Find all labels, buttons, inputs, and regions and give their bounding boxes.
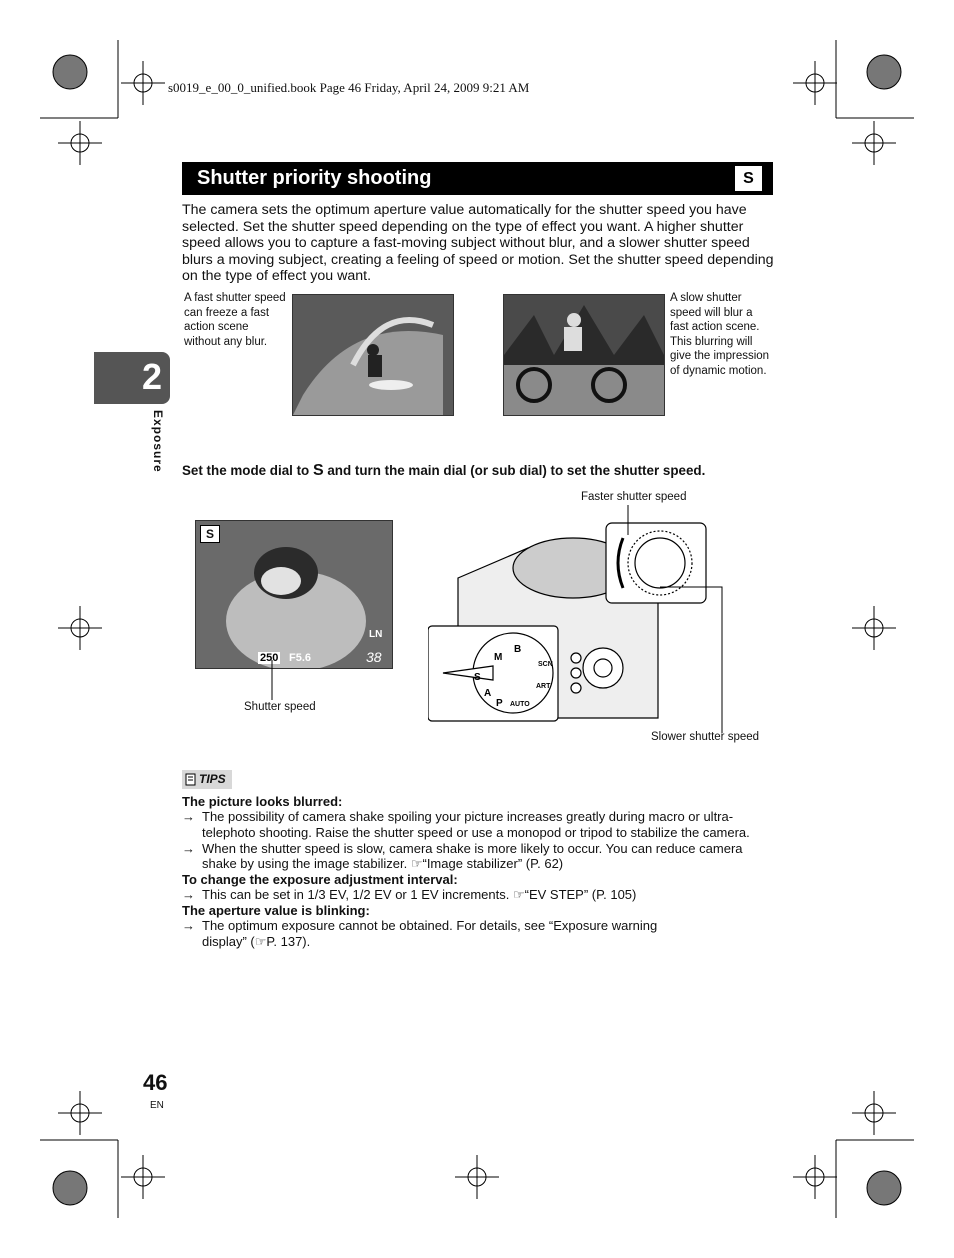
dial-pointers <box>620 505 730 735</box>
instruction: Set the mode dial to S and turn the main dial (or sub dial) to set the shutter speed. <box>182 462 706 479</box>
mode-badge: S <box>735 166 762 191</box>
tips-badge: TIPS <box>182 770 232 789</box>
dial-scn: SCN <box>538 661 553 668</box>
faster-label: Faster shutter speed <box>581 491 687 503</box>
arrow-icon: → <box>182 809 195 824</box>
tip-line: → When the shutter speed is slow, camera shake is more likely to occur. You can reduce camera shake by using the image stabilizer. ☞“Image stabilizer” (P. 62) <box>182 840 743 872</box>
slow-caption: A slow shutter speed will blur a fast action scene. This blurring will give the impression of dynamic motion. <box>670 292 770 377</box>
dial-b: B <box>514 644 522 655</box>
shutter-pointer <box>268 660 276 702</box>
file-header: s0019_e_00_0_unified.book Page 46 Friday, April 24, 2009 9:21 AM <box>168 80 530 95</box>
lcd-aperture: F5.6 <box>289 652 312 664</box>
fast-caption: A fast shutter speed can freeze a fast action scene without any blur. <box>184 292 286 348</box>
cyclist-photo <box>503 294 665 416</box>
tip-line: → The possibility of camera shake spoiling your picture increases greatly during macro or ultra-telephoto shooting. Raise the shutter speed or use a monopod or tripod to stabilize the camera. <box>182 809 750 840</box>
mode-s-glyph: S <box>312 462 324 479</box>
intro-paragraph: The camera sets the optimum aperture value automatically for the shutter speed you have selected. Set the shutter speed depending on the type of effect you want. A higher shutter speed allows you to capture a fast-moving subject without blur, and a slower shutter speed blurs a moving subject, creating a feeling of speed or motion. Set the shutter speed depending on the type of effect you want. <box>182 202 774 285</box>
page-language: EN <box>150 1100 164 1111</box>
slower-label: Slower shutter speed <box>651 731 760 743</box>
surfer-photo <box>292 294 454 416</box>
arrow-icon: → <box>182 917 195 933</box>
dial-auto: AUTO <box>510 701 530 708</box>
page-number: 46 <box>143 1070 168 1095</box>
section-title: Shutter priority shooting <box>197 167 432 189</box>
dial-p: P <box>496 698 503 709</box>
arrow-icon: → <box>182 887 195 903</box>
tip-heading: The aperture value is blinking: <box>182 902 370 918</box>
lcd-mode: S <box>200 525 220 543</box>
tip-line: → This can be set in 1/3 EV, 1/2 EV or 1 EV increments. ☞“EV STEP” (P. 105) <box>182 887 637 903</box>
arrow-icon: → <box>182 840 195 856</box>
dial-m: M <box>494 652 503 663</box>
tips-list <box>182 794 774 950</box>
lcd-shutter: 250 <box>260 652 279 664</box>
dial-a: A <box>484 688 492 699</box>
lcd-quality: LN <box>369 629 383 640</box>
shutter-speed-label: Shutter speed <box>244 701 316 713</box>
chapter-number: 2 <box>142 356 163 397</box>
lcd-screen <box>195 520 393 669</box>
lcd-shots: 38 <box>366 649 382 665</box>
dial-s: S <box>474 672 481 683</box>
chapter-label: Exposure <box>151 410 165 473</box>
dial-art: ART <box>536 683 551 690</box>
tip-heading: To change the exposure adjustment interval: <box>182 872 458 888</box>
tips-icon <box>185 773 197 786</box>
tip-line: → The optimum exposure cannot be obtained. For details, see “Exposure warning display” (☞P. 137). <box>182 917 658 949</box>
tip-heading: The picture looks blurred: <box>182 794 343 809</box>
